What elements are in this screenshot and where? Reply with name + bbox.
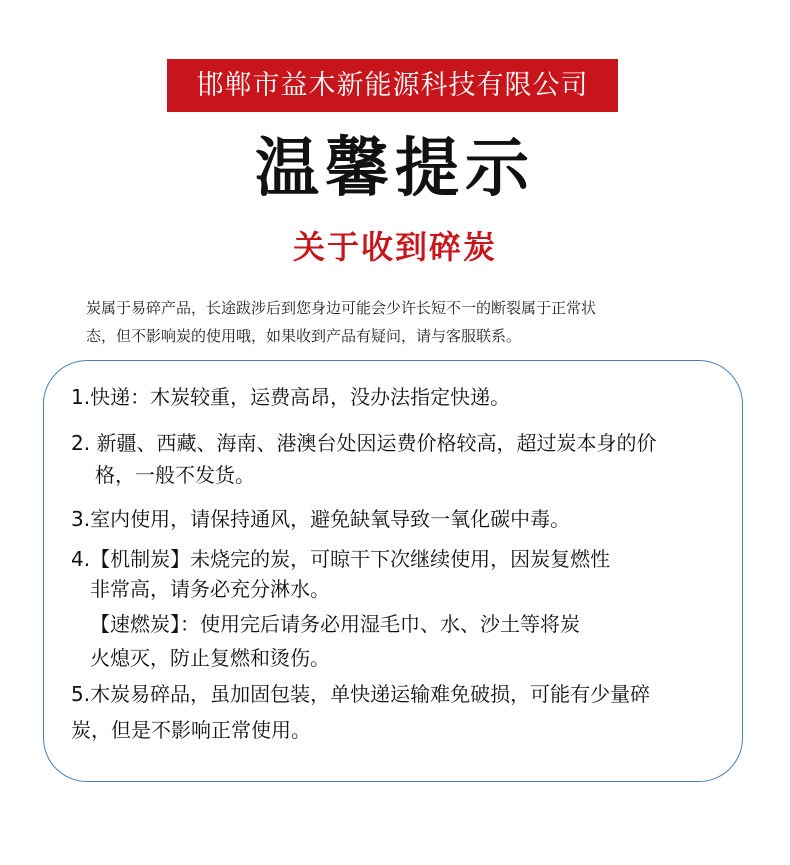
notice-item-2-line-2: 格，一般不发货。	[95, 463, 255, 487]
notice-item-4-line-1: 4.【机制炭】未烧完的炭，可晾干下次继续使用，因炭复燃性	[71, 547, 611, 571]
notice-item-5-line-1: 5.木炭易碎品，虽加固包装，单快递运输难免破损，可能有少量碎	[71, 682, 651, 706]
notice-item-5-line-2: 炭，但是不影响正常使用。	[71, 718, 311, 742]
notice-item-4-line-4: 火熄灭，防止复燃和烫伤。	[90, 646, 330, 670]
intro-line-2: 态，但不影响炭的使用哦，如果收到产品有疑问，请与客服联系。	[86, 327, 522, 345]
company-name-banner: 邯郸市益木新能源科技有限公司	[167, 59, 618, 112]
intro-paragraph	[86, 294, 726, 350]
page-title: 温馨提示	[255, 132, 535, 206]
page-subtitle: 关于收到碎炭	[292, 228, 497, 266]
notice-item-4-line-3: 【速燃炭】：使用完后请务必用湿毛巾、水、沙土等将炭	[90, 612, 580, 636]
intro-line-1: 炭属于易碎产品，长途跋涉后到您身边可能会少许长短不一的断裂属于正常状	[86, 299, 597, 317]
notice-item-2-line-1: 2. 新疆、西藏、海南、港澳台处因运费价格较高，超过炭本身的价	[71, 431, 657, 455]
notice-item-1: 1.快递：木炭较重，运费高昂，没办法指定快递。	[71, 385, 511, 409]
notice-item-3: 3.室内使用，请保持通风，避免缺氧导致一氧化碳中毒。	[71, 507, 571, 531]
notice-item-4-line-2: 非常高，请务必充分淋水。	[90, 577, 330, 601]
